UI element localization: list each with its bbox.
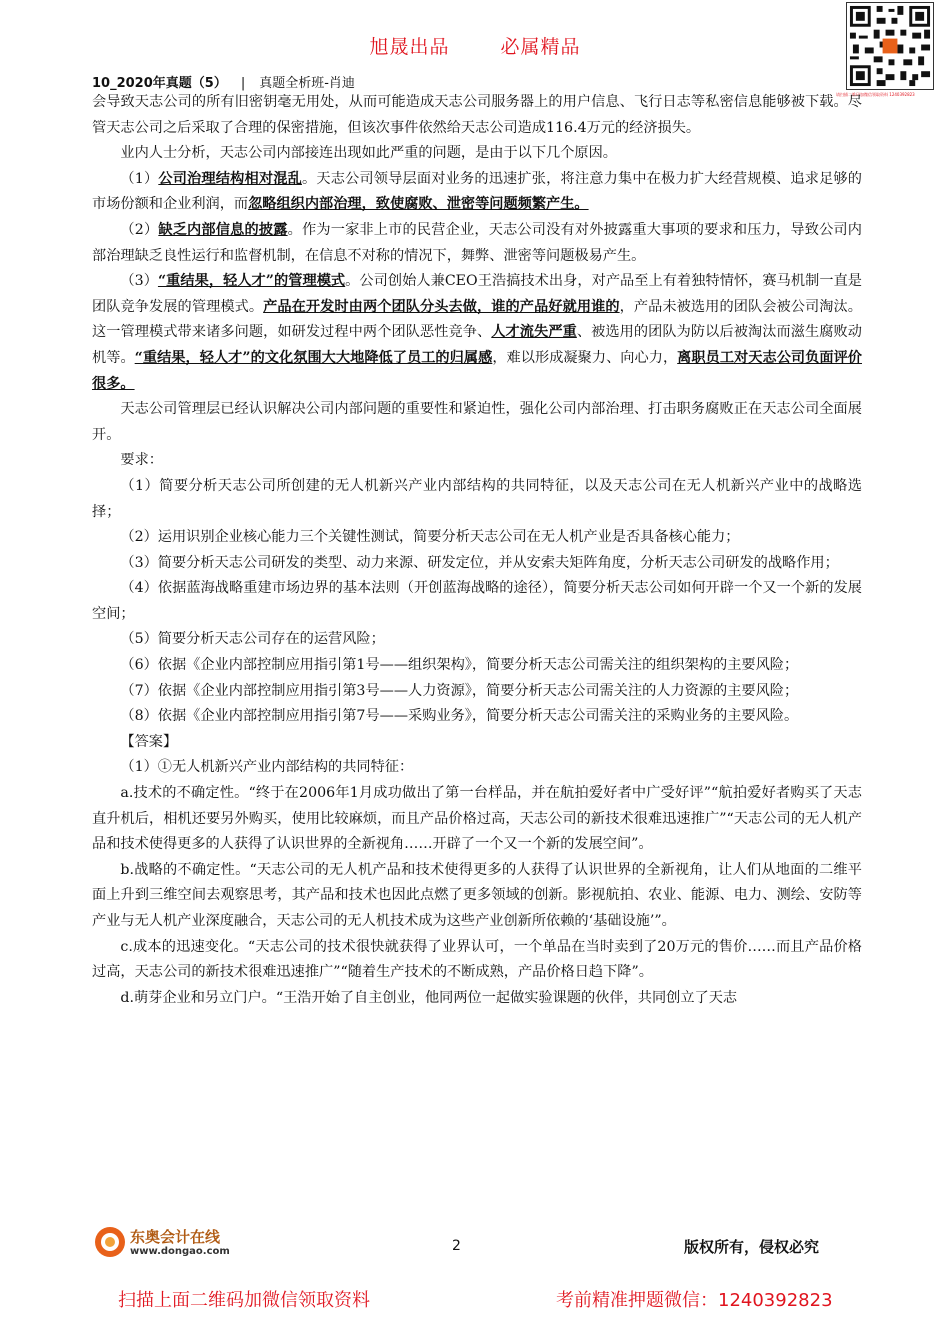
emphasis-text: 缺乏内部信息的披露 [158,221,288,238]
logo-url: www.dongao.com [130,1246,230,1257]
document-body [92,90,862,1011]
paragraph [92,269,862,397]
logo-name: 东奥会计在线 [130,1228,221,1246]
banner-left-text: 旭晟出品 [369,36,450,58]
answer-item: b.战略的不确定性。“天志公司的无人机产品和技术使得更多的人获得了认识世界的全新视角，让人们从地面的二维平面上升到三维空间去观察思考，其产品和技术也因此点燃了更多领域的创新。影视航拍、农业、能源、电力、测绘、安防等产业与无人机产业深度融合，天志公司的无人机技术成为这些产业创新所依赖的‘基础设施’”。 [92,861,862,929]
body-text: ，产品未被选用的团队会被公司淘汰。这一管理模式带来诸多问题，如研发过程中两个团队恶性竞争、 [92,298,862,341]
answer-item: c.成本的迅速变化。“天志公司的技术很快就获得了业界认可，一个单品在当时卖到了20万元的售价……而且产品价格过高，天志公司的新技术很难迅速推广”“随着生产技术的不断成熟，产品价格日趋下降”。 [92,938,862,981]
question-item: （3）简要分析天志公司研发的类型、动力来源、研发定位，并从安索夫矩阵角度，分析天志公司研发的战略作用； [120,554,839,571]
answer-heading: 【答案】 [120,733,178,750]
question-item: （2）运用识别企业核心能力三个关键性测试，简要分析天志公司在无人机产业是否具备核心能力； [120,529,740,546]
question-item: （7）依据《企业内部控制应用指引第3号——人力资源》，简要分析天志公司需关注的人力资源的主要风险； [120,682,799,699]
question-item: （4）依据蓝海战略重建市场边界的基本法则（开创蓝海战略的途径），简要分析天志公司如何开辟一个又一个新的发展空间； [92,580,862,622]
item-number: （3） [120,273,158,290]
emphasis-text: “重结果，轻人才”的管理模式 [157,273,346,290]
answer-item: d.萌芽企业和另立门户。“王浩开始了自主创业，他同两位一起做实验课题的伙伴，共同创立了天志 [120,989,738,1006]
body-text: 。公司创始人兼CEO王浩搞技术出身，对产品至上有着独特情怀，赛马机制一直是团队竞争发展的管理模式。 [92,273,862,315]
header-separator: | [240,76,246,91]
answer-item: a.技术的不确定性。“终于在2006年1月成功做出了第一台样品，并在航拍爱好者中广受好评”“航拍爱好者购买了天志直升机后，相机还要另外购买，使用比较麻烦，而且产品价格过高，天志公司的新技术很难迅速推广”“天志公司的无人机产品和技术使得更多的人获得了认识世界的全新视角……开辟了一个又一个新的发展空间”。 [92,785,862,853]
emphasis-text: “重结果，轻人才”的文化氛围大大地降低了员工的归属感 [134,349,493,366]
answer-item: （1）①无人机新兴产业内部结构的共同特征： [120,759,414,776]
page-number: 2 [452,1238,461,1254]
paragraph: 天志公司管理层已经认识解决公司内部问题的重要性和紧迫性，强化公司内部治理、打击职务腐败正在天志公司全面展开。 [92,401,862,443]
body-text: 。作为一家非上市的民营企业，天志公司没有对外披露重大事项的要求和压力，导致公司内部治理缺乏良性运行和监督机制，在信息不对称的情况下，舞弊、泄密等问题极易产生。 [92,221,862,264]
item-number: （2） [120,221,159,238]
question-item: （1）简要分析天志公司所创建的无人机新兴产业内部结构的共同特征，以及天志公司在无人机新兴产业中的战略选择； [92,477,862,520]
emphasis-text: 人才流失严重 [491,324,577,341]
body-text: ，难以形成凝聚力、向心力， [492,349,678,366]
page-header [92,72,355,91]
item-number: （1） [120,170,159,187]
question-item: （5）简要分析天志公司存在的运营风险； [120,631,385,648]
paragraph [92,218,862,269]
paragraph: 会导致天志公司的所有旧密钥毫无用处，从而可能造成天志公司服务器上的用户信息、飞行日志等私密信息能够被下载。尽管天志公司之后采取了合理的保密措施，但该次事件依然给天志公司造成116.4万元的经济损失。 [92,94,862,136]
paragraph [92,167,862,218]
qr-code-icon [846,2,934,90]
promo-wechat-text: 考前精准押题微信：1240392823 [556,1290,833,1311]
body-text: 、被选用的团队为防以后被淘汰而滋生腐败动机等。 [92,324,862,366]
emphasis-text: 产品在开发时由两个团队分头去做，谁的产品好就用谁的 [263,298,620,315]
emphasis-text: 公司治理结构相对混乱 [158,170,302,187]
question-item: （6）依据《企业内部控制应用指引第1号——组织架构》，简要分析天志公司需关注的组织架构的主要风险； [120,657,799,674]
requirements-heading: 要求： [120,452,163,469]
body-text: 。天志公司领导层面对业务的迅速扩张，将注意力集中在极力扩大经营规模、追求足够的市场份额和企业利润，而 [92,170,862,213]
question-item: （8）依据《企业内部控制应用指引第7号——采购业务》，简要分析天志公司需关注的采购业务的主要风险。 [120,708,799,725]
copyright-text: 版权所有，侵权必究 [684,1238,820,1256]
qr-note: 请扫描二维码加微信领取资料 1240392823 [836,92,915,97]
header-course: 真题全析班-肖迪 [259,76,355,91]
paragraph: 业内人士分析，天志公司内部接连出现如此严重的问题，是由于以下几个原因。 [120,145,617,162]
emphasis-text: 离职员工对天志公司负面评价很多。 [92,349,862,392]
banner-right-text: 必属精品 [500,36,581,58]
top-banner [0,32,950,59]
emphasis-text: 忽略组织内部治理，致使腐败、泄密等问题频繁产生。 [248,196,589,213]
header-title: 10_2020年真题（5） [92,76,227,91]
promo-qr-text: 扫描上面二维码加微信领取资料 [118,1290,370,1311]
